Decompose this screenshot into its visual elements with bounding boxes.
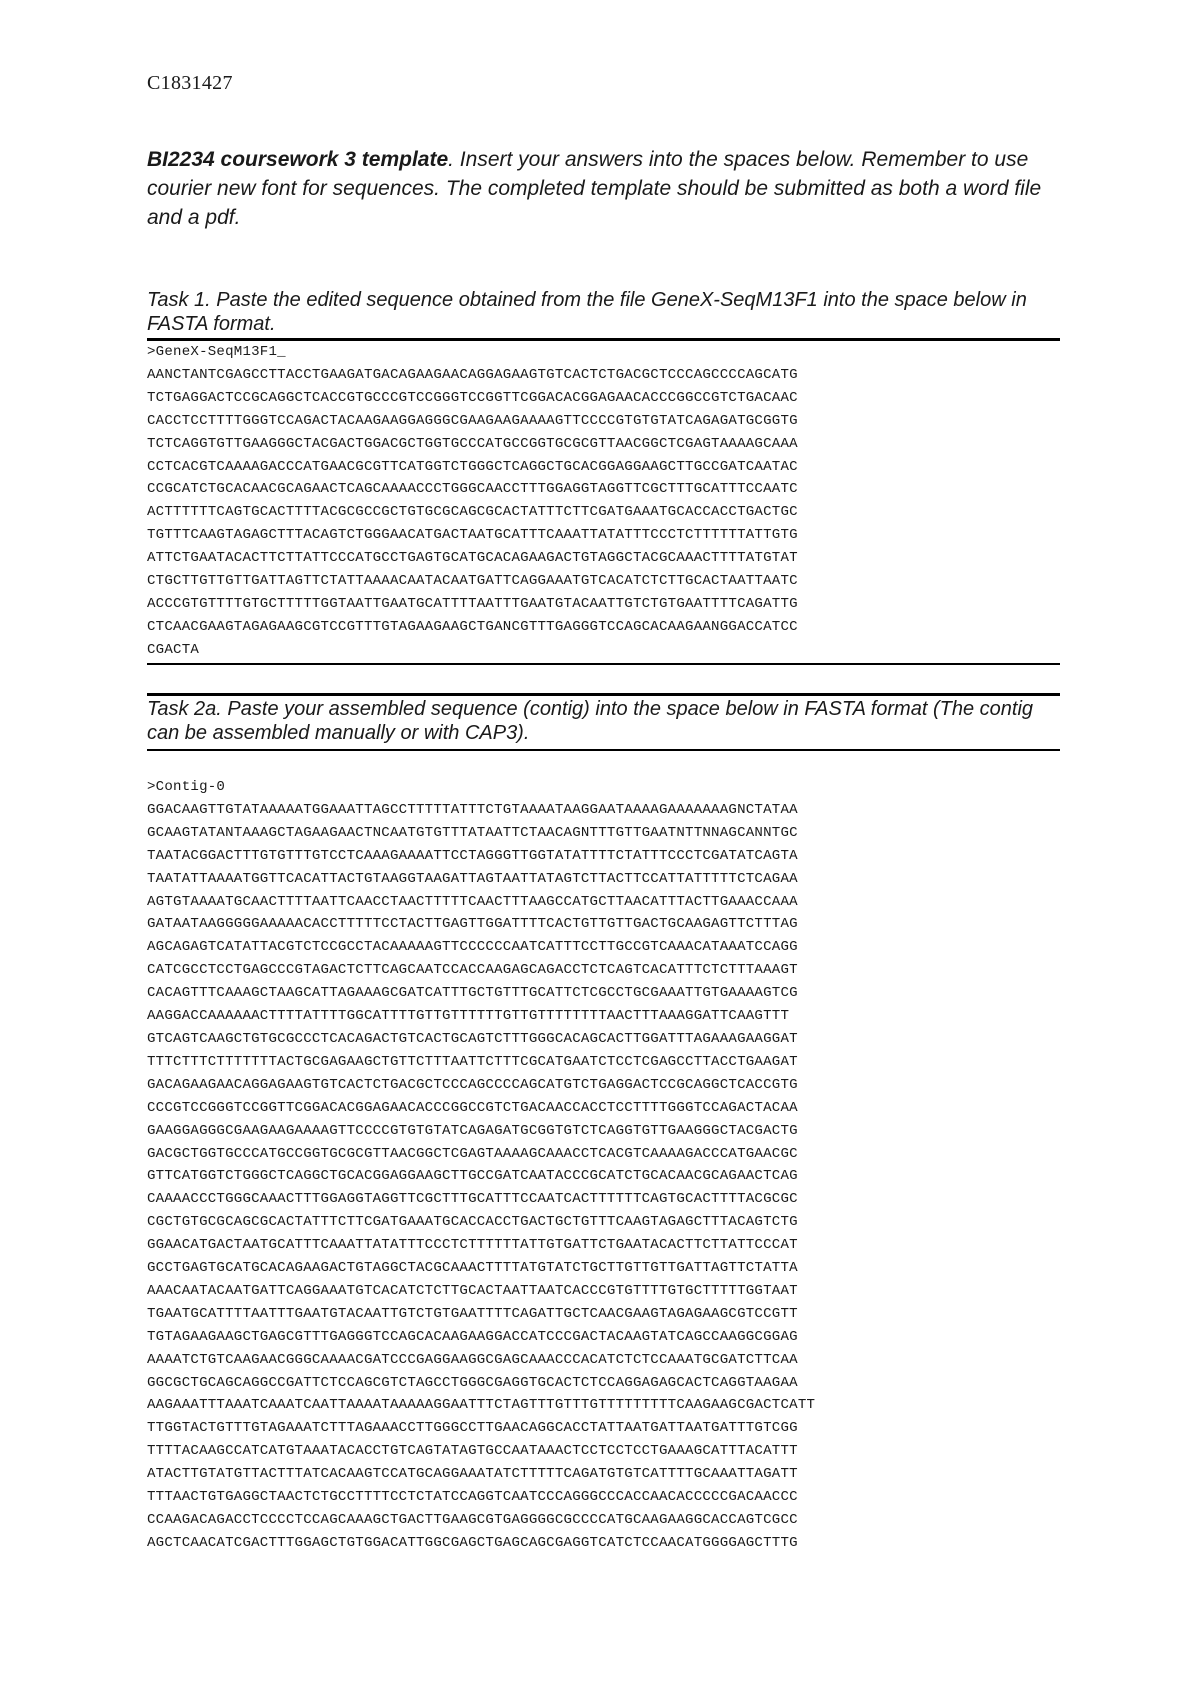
sequence-line: TCTCAGGTGTTGAAGGGCTACGACTGGACGCTGGTGCCCATGCCGGTGCGCGTTAACGGCTCGAGTAAAAGCAAA (147, 435, 798, 452)
task2a-top-rule (147, 693, 1060, 696)
sequence-line: TTTCTTTCTTTTTTTACTGCGAGAAGCTGTTCTTTAATTCTTTCGCATGAATCTCCTCGAGCCTTACCTGAAGAT (147, 1053, 798, 1070)
task1-sequence-lines (147, 364, 798, 662)
sequence-line: ACCCGTGTTTTGTGCTTTTTGGTAATTGAATGCATTTTAATTTGAATGTACAATTGTCTGTGAATTTTCAGATTG (147, 595, 798, 612)
sequence-line: AAGGACCAAAAAACTTTTATTTTGGCATTTTGTTGTTTTTTGTTGTTTTTTTTAACTTTAAAGGATTCAAGTTT (147, 1008, 790, 1025)
sequence-line: ATACTTGTATGTTACTTTATCACAAGTCCATGCAGGAAATATCTTTTTCAGATGTGTCATTTTGCAAATTAGATT (147, 1466, 798, 1483)
sequence-line: GTCAGTCAAGCTGTGCGCCCTCACAGACTGTCACTGCAGTCTTTGGGCACAGCACTTGGATTTAGAAAGAAGGAT (147, 1030, 798, 1047)
sequence-line: TGTAGAAGAAGCTGAGCGTTTGAGGGTCCAGCACAAGAAGGACCATCCCGACTACAAGTATCAGCCAAGGCGGAG (147, 1328, 798, 1345)
student-id: C1831427 (147, 72, 233, 94)
sequence-line: CTCAACGAAGTAGAGAAGCGTCCGTTTGTAGAAGAAGCTGANCGTTTGAGGGTCCAGCACAAGAANGGACCATCC (147, 618, 798, 635)
task2a-sequence-block (147, 776, 815, 1555)
sequence-line: CATCGCCTCCTGAGCCCGTAGACTCTTCAGCAATCCACCAAGAGCAGACCTCTCAGTCACATTTCTCTTTAAAGT (147, 962, 798, 979)
sequence-line: CCAAGACAGACCTCCCCTCCAGCAAAGCTGACTTGAAGCGTGAGGGGCGCCCCATGCAAGAAGGCACCAGTCGCC (147, 1512, 798, 1528)
task2a-heading: Task 2a. Paste your assembled sequence (contig) into the space below in FASTA format (The contig can be assembled manually or with CAP3). (147, 698, 1034, 744)
sequence-line: CAAAACCCTGGGCAAACTTTGGAGGTAGGTTCGCTTTGCATTTCCAATCACTTTTTTCAGTGCACTTTTACGCGC (147, 1191, 798, 1208)
sequence-line: GGAACATGACTAATGCATTTCAAATTATATTTCCCTCTTTTTTATTGTGATTCTGAATACACTTCTTATTCCCAT (147, 1237, 798, 1254)
sequence-line: GAAGGAGGGCGAAGAAGAAAAGTTCCCCGTGTGTATCAGAGATGCGGTGTCTCAGGTGTTGAAGGGCTACGACTG (147, 1122, 798, 1139)
sequence-line: AAGAAATTTAAATCAAATCAATTAAAATAAAAAGGAATTTCTAGTTTGTTTGTTTTTTTTTCAAGAAGCGACTCATT (147, 1397, 816, 1414)
sequence-line: GCCTGAGTGCATGCACAGAAGACTGTAGGCTACGCAAACTTTTATGTATCTGCTTGTTGTTGATTAGTTCTATTA (147, 1260, 798, 1277)
sequence-line: TAATACGGACTTTGTGTTTGTCCTCAAAGAAAATTCCTAGGGTTGGTATATTTTCTATTTCCCTCGATATCAGTA (147, 847, 798, 864)
sequence-line: GGCGCTGCAGCAGGCCGATTCTCCAGCGTCTAGCCTGGGCGAGGTGCACTCTCCAGGAGAGCACTCAGGTAAGAA (147, 1374, 798, 1391)
sequence-line: GCAAGTATANTAAAGCTAGAAGAACTNCAATGTGTTTATAATTCTAACAGNTTTGTTGAATNTTNNAGCANNTGC (147, 824, 798, 841)
sequence-line: GGACAAGTTGTATAAAAATGGAAATTAGCCTTTTTATTTCTGTAAAATAAGGAATAAAAGAAAAAAAGNCTATAA (147, 801, 798, 818)
sequence-line: TTTTACAAGCCATCATGTAAATACACCTGTCAGTATAGTGCCAATAAACTCCTCCTCCTGAAAGCATTTACATTT (147, 1443, 798, 1460)
sequence-line: CGCTGTGCGCAGCGCACTATTTCTTCGATGAAATGCACCACCTGACTGCTGTTTCAAGTAGAGCTTTACAGTCTG (147, 1214, 798, 1231)
task2a-bottom-rule (147, 749, 1060, 751)
sequence-line: AANCTANTCGAGCCTTACCTGAAGATGACAGAAGAACAGGAGAAGTGTCACTCTGACGCTCCCAGCCCCAGCATG (147, 366, 798, 383)
sequence-line: GACGCTGGTGCCCATGCCGGTGCGCGTTAACGGCTCGAGTAAAAGCAAACCTCACGTCAAAAGACCCATGAACGC (147, 1145, 798, 1162)
sequence-line: TGAATGCATTTTAATTTGAATGTACAATTGTCTGTGAATTTTCAGATTGCTCAACGAAGTAGAGAAGCGTCCGTT (147, 1305, 798, 1322)
task1-sequence-block (147, 341, 798, 662)
template-title: BI2234 coursework 3 template (147, 148, 449, 171)
template-instructions-text: . Insert your answers into the spaces below. Remember to use courier new font for sequences. The completed template should be submitted as both a word file and a pdf. (147, 148, 1042, 229)
sequence-line: AAACAATACAATGATTCAGGAAATGTCACATCTCTTGCACTAATTAATCACCCGTGTTTTGTGCTTTTTGGTAAT (147, 1282, 798, 1299)
sequence-line: TTTAACTGTGAGGCTAACTCTGCCTTTTCCTCTATCCAGGTCAATCCCAGGGCCCACCAACACCCCCGACAACCC (147, 1489, 798, 1506)
template-instructions (147, 145, 1067, 232)
sequence-line: CACAGTTTCAAAGCTAAGCATTAGAAAGCGATCATTTGCTGTTTGCATTCTCGCCTGCGAAATTGTGAAAAGTCG (147, 985, 798, 1002)
sequence-line: GATAATAAGGGGGAAAAACACCTTTTTCCTACTTGAGTTGGATTTTCACTGTTGTTGACTGCAAGAGTTCTTTAG (147, 916, 798, 933)
sequence-line: CACCTCCTTTTGGGTCCAGACTACAAGAAGGAGGGCGAAGAAGAAAAGTTCCCCGTGTGTATCAGAGATGCGGTG (147, 412, 798, 429)
sequence-line: TCTGAGGACTCCGCAGGCTCACCGTGCCCGTCCGGGTCCGGTTCGGACACGGAGAACACCCGGCCGTCTGACAAC (147, 389, 798, 406)
sequence-line: AGTGTAAAATGCAACTTTTAATTCAACCTAACTTTTTCAACTTTAAGCCATGCTTAACATTTACTTGAAACCAAA (147, 893, 798, 910)
sequence-line: GTTCATGGTCTGGGCTCAGGCTGCACGGAGGAAGCTTGCCGATCAATACCCGCATCTGCACAACGCAGAACTCAG (147, 1168, 798, 1185)
task1-bottom-rule (147, 663, 1060, 665)
sequence-line: TTGGTACTGTTTGTAGAAATCTTTAGAAACCTTGGGCCTTGAACAGGCACCTATTAATGATTAATGATTTGTCGG (147, 1420, 798, 1437)
sequence-line: CGACTA (147, 641, 200, 658)
task1-heading: Task 1. Paste the edited sequence obtained from the file GeneX-SeqM13F1 into the space below in FASTA format. (147, 289, 1027, 335)
sequence-line: CCTCACGTCAAAAGACCCATGAACGCGTTCATGGTCTGGGCTCAGGCTGCACGGAGGAAGCTTGCCGATCAATAC (147, 458, 798, 475)
sequence-line: AGCTCAACATCGACTTTGGAGCTGTGGACATTGGCGAGCTGAGCAGCGAGGTCATCTCCAACATGGGGAGCTTTG (147, 1534, 798, 1551)
sequence-line: TAATATTAAAATGGTTCACATTACTGTAAGGTAAGATTAGTAATTATAGTCTTACTTCCATTATTTTTCTCAGAA (147, 870, 798, 887)
sequence-line: CCCGTCCGGGTCCGGTTCGGACACGGAGAACACCCGGCCGTCTGACAACCACCTCCTTTTGGGTCCAGACTACAA (147, 1099, 798, 1116)
task1-fasta-header: >GeneX-SeqM13F1_ (147, 344, 286, 360)
sequence-line: ACTTTTTTCAGTGCACTTTTACGCGCCGCTGTGCGCAGCGCACTATTTCTTCGATGAAATGCACCACCTGACTGC (147, 504, 798, 521)
task2a-fasta-header: >Contig-0 (147, 779, 226, 795)
sequence-line: AAAATCTGTCAAGAACGGGCAAAACGATCCCGAGGAAGGCGAGCAAACCCACATCTCTCCAAATGCGATCTTCAA (147, 1351, 798, 1368)
sequence-line: ATTCTGAATACACTTCTTATTCCCATGCCTGAGTGCATGCACAGAAGACTGTAGGCTACGCAAACTTTTATGTAT (147, 550, 798, 567)
sequence-line: TGTTTCAAGTAGAGCTTTACAGTCTGGGAACATGACTAATGCATTTCAAATTATATTTCCCTCTTTTTTATTGTG (147, 527, 798, 544)
sequence-line: AGCAGAGTCATATTACGTCTCCGCCTACAAAAAGTTCCCCCCAATCATTTCCTTGCCGTCAAACATAAATCCAGG (147, 939, 798, 956)
sequence-line: GACAGAAGAACAGGAGAAGTGTCACTCTGACGCTCCCAGCCCCAGCATGTCTGAGGACTCCGCAGGCTCACCGTG (147, 1076, 798, 1093)
sequence-line: CTGCTTGTTGTTGATTAGTTCTATTAAAACAATACAATGATTCAGGAAATGTCACATCTCTTGCACTAATTAATC (147, 573, 798, 590)
task2a-sequence-lines (147, 799, 815, 1555)
sequence-line: CCGCATCTGCACAACGCAGAACTCAGCAAAACCCTGGGCAACCTTTGGAGGTAGGTTCGCTTTGCATTTCCAATC (147, 481, 798, 498)
